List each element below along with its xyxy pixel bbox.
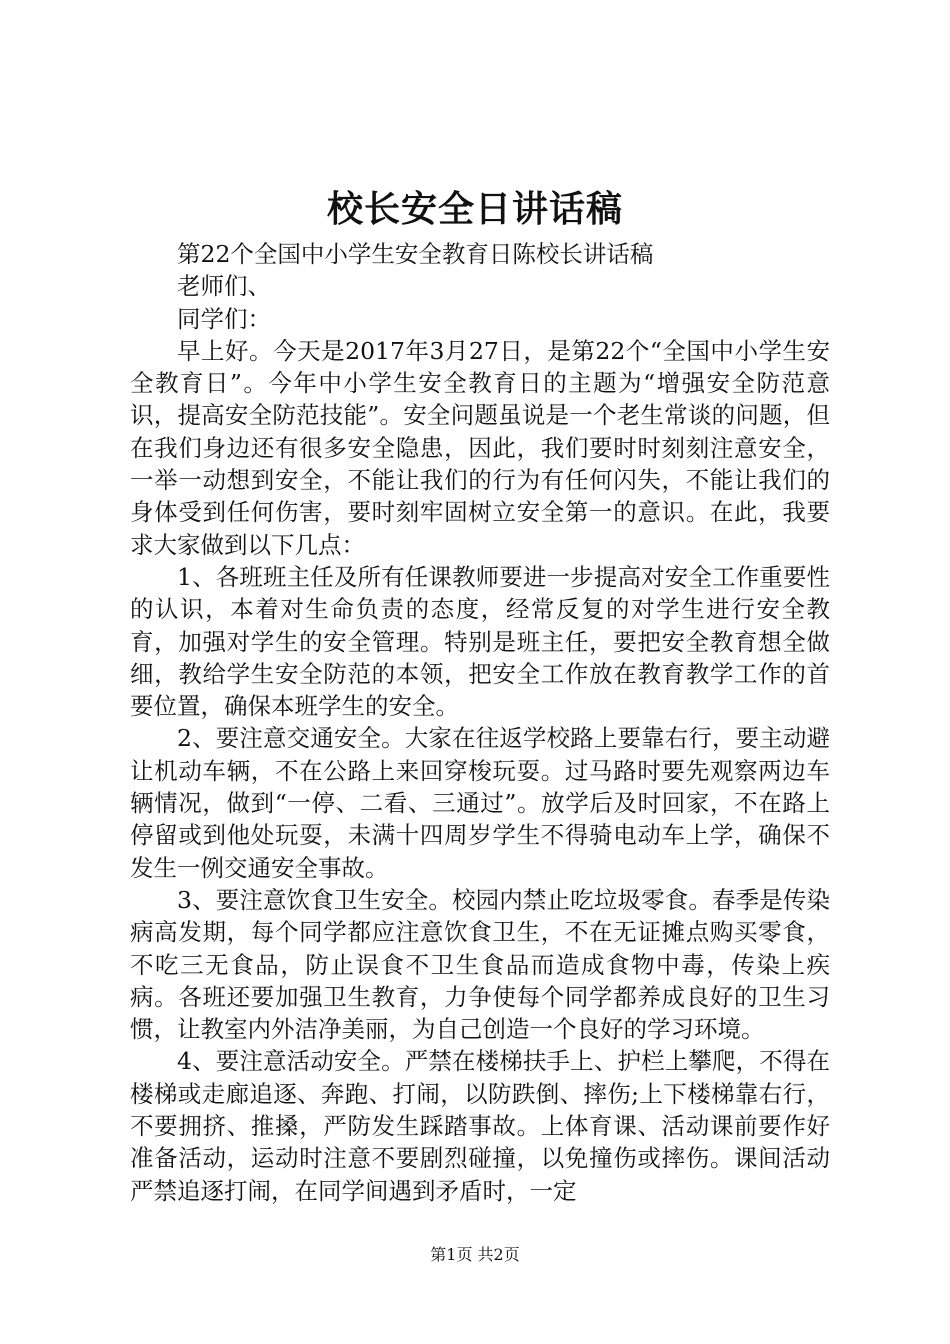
paragraph-point-3: 3、要注意饮食卫生安全。校园内禁止吃垃圾零食。春季是传染病高发期，每个同学都应注意饮食卫生，不在无证摊点购买零食，不吃三无食品，防止误食不卫生食品而造成食物中毒，传染上疾病。各班还要加强卫生教育，力争使每个同学都养成良好的卫生习惯，让教室内外洁净美丽，为自己创造一个良好的学习环境。 [130,885,830,1044]
paragraph-intro: 早上好。今天是2017年3月27日，是第22个“全国中小学生安全教育日”。今年中小学生安全教育日的主题为“增强安全防范意识，提高安全防范技能”。安全问题虽说是一个老生常谈的问题，但在我们身边还有很多安全隐患，因此，我们要时时刻刻注意安全，一举一动想到安全，不能让我们的行为有任何闪失，不能让我们的身体受到任何伤害，要时刻牢固树立安全第一的意识。在此，我要求大家做到以下几点： [130,336,830,559]
salutation-teachers: 老师们、 [177,272,271,301]
salutation-students: 同学们： [177,304,271,333]
document-title: 校长安全日讲话稿 [326,188,623,230]
document-body [130,238,830,1207]
paragraph-point-2: 2、要注意交通安全。大家在往返学校路上要靠右行，要主动避让机动车辆，不在公路上来回穿梭玩耍。过马路时要先观察两边车辆情况，做到“一停、二看、三通过”。放学后及时回家，不在路上停留或到他处玩耍，未满十四周岁学生不得骑电动车上学，确保不发生一例交通安全事故。 [130,724,830,882]
paragraph-point-4: 4、要注意活动安全。严禁在楼梯扶手上、护栏上攀爬，不得在楼梯或走廊追逐、奔跑、打闹，以防跌倒、摔伤;上下楼梯靠右行，不要拥挤、推搡，严防发生踩踏事故。上体育课、活动课前要作好准备活动，运动时注意不要剧烈碰撞，以免撞伤或摔伤。课间活动严禁追逐打闹，在同学间遇到矛盾时，一定 [130,1047,830,1205]
page-number-footer: 第1页 共2页 [430,1245,520,1264]
subtitle-line: 第22个全国中小学生安全教育日陈校长讲话稿 [177,240,654,268]
paragraph-point-1: 1、各班班主任及所有任课教师要进一步提高对安全工作重要性的认识，本着对生命负责的态度，经常反复的对学生进行安全教育，加强对学生的安全管理。特别是班主任，要把安全教育想全做细，教给学生安全防范的本领，把安全工作放在教育教学工作的首要位置，确保本班学生的安全。 [130,562,830,721]
